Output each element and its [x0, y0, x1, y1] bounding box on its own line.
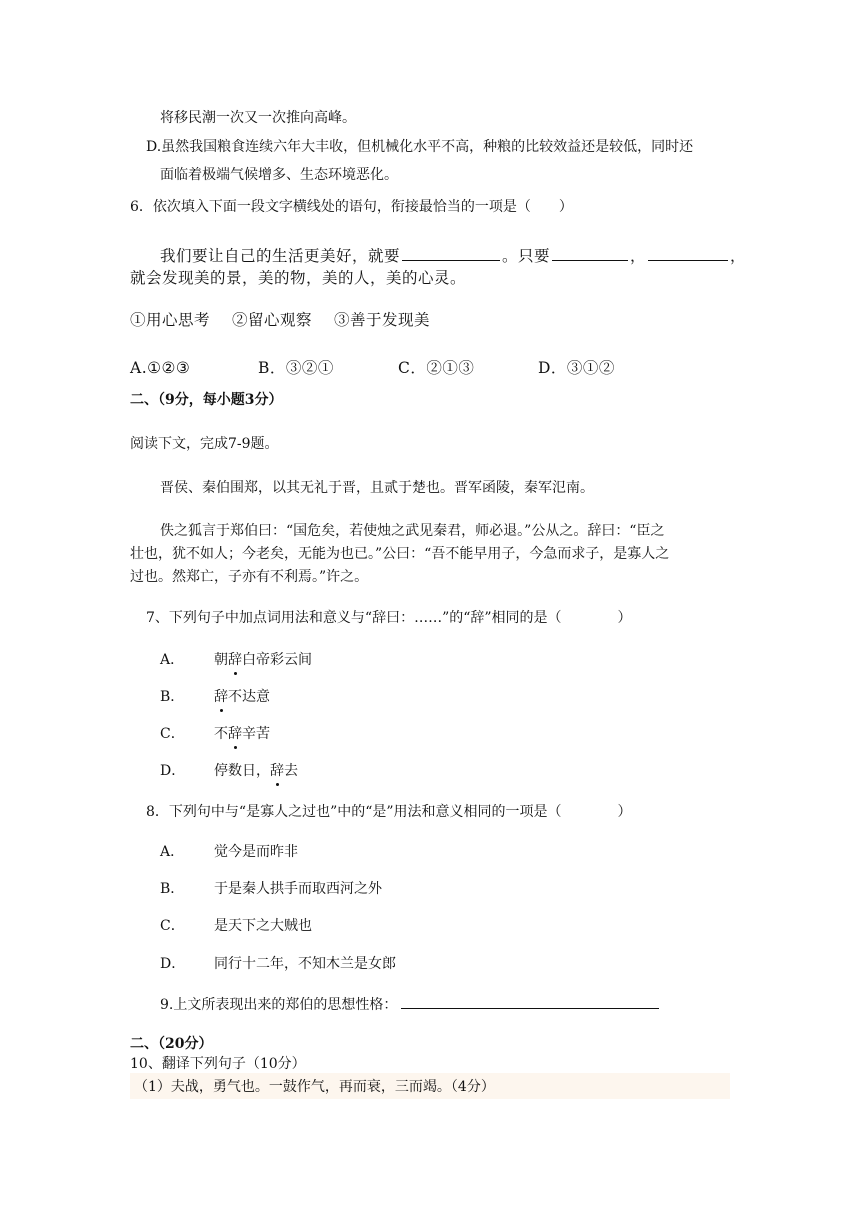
- passage-paragraph-2-line3: 过也。然郑亡，子亦有不利焉。”许之。: [130, 569, 369, 585]
- question-8-option-c-letter: C．: [160, 918, 185, 934]
- question-7-stem: 7、下列句子中加点词用法和意义与“辞曰：……”的“辞”相同的是（ ）: [146, 610, 632, 626]
- question-7-option-b: [214, 687, 270, 707]
- question-6-option-c: C．②①③: [398, 359, 475, 377]
- fill-blank-1: [402, 244, 500, 261]
- question-8-stem: 8．下列句中与“是寡人之过也”中的“是”用法和意义相同的一项是（ ）: [146, 804, 632, 820]
- question-8-option-c: 是天下之大贼也: [214, 918, 312, 934]
- option-text: 停数日，: [214, 763, 270, 779]
- question-10-stem: 10、翻译下列句子（10分）: [130, 1056, 306, 1072]
- option-text: 不: [214, 726, 228, 742]
- answer-line: [401, 992, 659, 1009]
- section-3-heading: 二、（20分）: [130, 1036, 213, 1052]
- question-7-option-b-letter: B．: [160, 689, 185, 705]
- item-3: ③善于发现美: [334, 311, 431, 329]
- question-8-option-a: 觉今是而昨非: [214, 844, 298, 860]
- option-text: 辛苦: [242, 726, 270, 742]
- option-text: 去: [284, 763, 298, 779]
- dotted-word: 辞: [228, 726, 242, 742]
- dotted-word: 辞: [214, 689, 228, 705]
- passage-text: 我们要让自己的生活更美好，就要: [160, 247, 401, 265]
- q5-option-c-continuation: 将移民潮一次又一次推向高峰。: [160, 110, 356, 126]
- option-text: 白帝彩云间: [242, 652, 312, 668]
- question-9: [160, 992, 659, 1015]
- section-2-heading: 二、（9分，每小题3分）: [130, 392, 283, 408]
- passage-text: ，: [630, 247, 647, 265]
- question-7-option-c-letter: C．: [160, 726, 185, 742]
- q5-option-d-line1: D.虽然我国粮食连续六年大丰收，但机械化水平不高，种粮的比较效益还是较低，同时还: [146, 139, 694, 155]
- passage-paragraph-2-line1: 佚之狐言于郑伯曰：“国危矣，若使烛之武见秦君，师必退。”公从之。辞曰：“臣之: [160, 523, 665, 539]
- dotted-word: 辞: [228, 652, 242, 668]
- question-8-option-a-letter: A．: [160, 844, 185, 860]
- item-2: ②留心观察: [232, 311, 313, 329]
- question-6-option-b: B．③②①: [258, 359, 334, 377]
- question-7-option-c: [214, 724, 270, 744]
- question-7-option-d: [214, 761, 298, 781]
- question-8-option-b-letter: B．: [160, 881, 185, 897]
- fill-blank-2: [552, 244, 628, 261]
- question-8-option-d: 同行十二年，不知木兰是女郎: [214, 956, 396, 972]
- question-7-option-a: [214, 650, 312, 670]
- question-6-stem: 6．依次填入下面一段文字横线处的语句，衔接最恰当的一项是（ ）: [130, 199, 573, 215]
- q5-option-d-line2: 面临着极端气候增多、生态环境恶化。: [160, 167, 398, 183]
- question-6-option-a: A.①②③: [130, 359, 191, 377]
- passage-paragraph-1: 晋侯、秦伯围郑，以其无礼于晋，且贰于楚也。晋军函陵，秦军氾南。: [160, 480, 594, 496]
- dotted-word: 辞: [270, 763, 284, 779]
- question-8-option-d-letter: D．: [160, 956, 186, 972]
- question-7-option-d-letter: D．: [160, 763, 186, 779]
- question-7-option-a-letter: A．: [160, 652, 185, 668]
- question-6-option-d: D．③①②: [538, 359, 615, 377]
- question-10-sub-1: （1）夫战，勇气也。一鼓作气，再而衰，三而竭。（4分）: [134, 1079, 495, 1095]
- question-6-passage-line1: [160, 244, 746, 266]
- passage-text: 。只要: [502, 247, 551, 265]
- option-text: 不达意: [228, 689, 270, 705]
- question-6-passage-line2: 就会发现美的景，美的物，美的人，美的心灵。: [130, 269, 467, 287]
- question-8-option-b: 于是秦人拱手而取西河之外: [214, 881, 382, 897]
- reading-instruction: 阅读下文，完成7-9题。: [130, 436, 279, 452]
- question-6-items: [130, 310, 430, 330]
- question-9-stem: 9.上文所表现出来的郑伯的思想性格：: [160, 997, 398, 1013]
- passage-text: ，: [730, 247, 747, 265]
- item-1: ①用心思考: [130, 311, 211, 329]
- fill-blank-3: [648, 244, 728, 261]
- passage-paragraph-2-line2: 壮也，犹不如人；今老矣，无能为也已。”公曰：“吾不能早用子，今急而求子，是寡人之: [130, 546, 670, 562]
- option-text: 朝: [214, 652, 228, 668]
